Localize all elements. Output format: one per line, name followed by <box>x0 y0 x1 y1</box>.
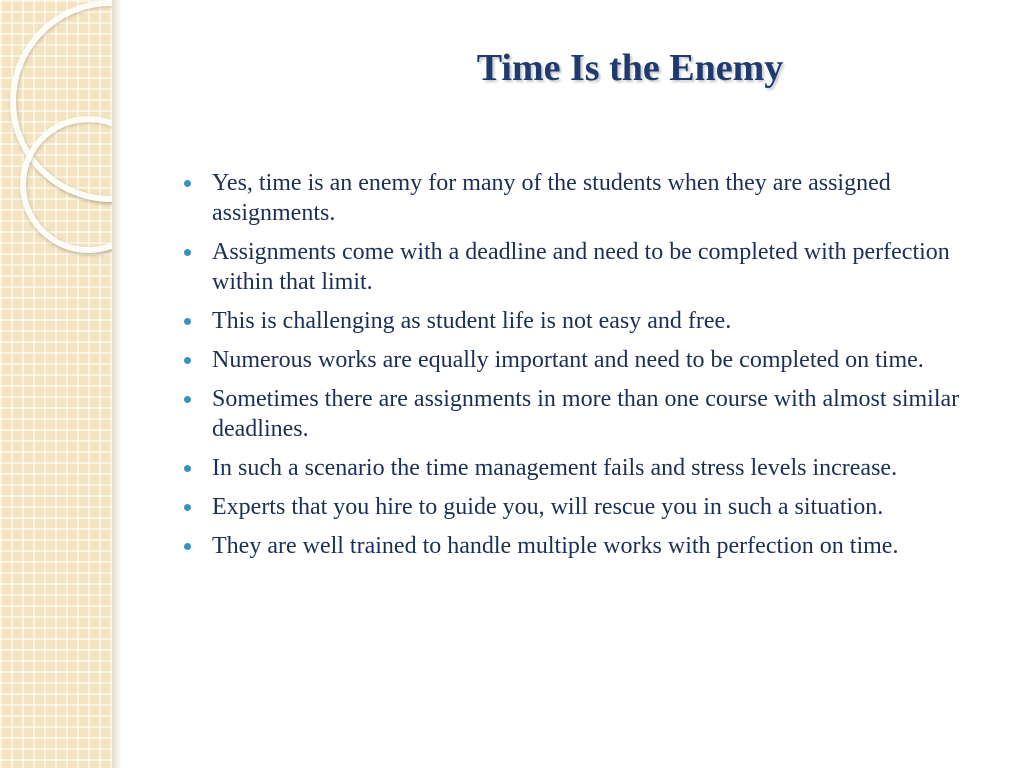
bullet-dot-icon <box>184 504 191 511</box>
bullet-item <box>182 237 997 297</box>
bullet-item <box>182 306 997 336</box>
bullet-dot-icon <box>184 180 191 187</box>
bullet-text: Sometimes there are assignments in more than one course with almost similar deadlines. <box>212 386 960 442</box>
side-panel-shadow <box>112 0 122 768</box>
bullet-item <box>182 168 997 228</box>
bullet-text: Yes, time is an enemy for many of the students when they are assigned assignments. <box>212 170 891 226</box>
bullet-item <box>182 345 997 375</box>
bullet-item <box>182 492 997 522</box>
bullet-item <box>182 453 997 483</box>
bullet-dot-icon <box>184 465 191 472</box>
slide-title: Time Is the Enemy <box>476 47 784 89</box>
bullet-dot-icon <box>184 249 191 256</box>
bullet-text: They are well trained to handle multiple works with perfection on time. <box>212 533 899 559</box>
bullet-text: Experts that you hire to guide you, will rescue you in such a situation. <box>212 494 884 520</box>
bullet-dot-icon <box>184 318 191 325</box>
bullet-text: This is challenging as student life is not easy and free. <box>212 308 732 334</box>
bullet-text: In such a scenario the time management fails and stress levels increase. <box>212 455 898 481</box>
bullet-dot-icon <box>184 357 191 364</box>
bullet-dot-icon <box>184 396 191 403</box>
bullet-item <box>182 384 997 444</box>
decorative-side-panel <box>0 0 112 768</box>
bullet-text: Numerous works are equally important and need to be completed on time. <box>212 347 924 373</box>
bullet-item <box>182 531 997 561</box>
bullet-dot-icon <box>184 543 191 550</box>
bullet-text: Assignments come with a deadline and need to be completed with perfection within that limit. <box>212 239 950 295</box>
bullet-list <box>182 168 997 570</box>
